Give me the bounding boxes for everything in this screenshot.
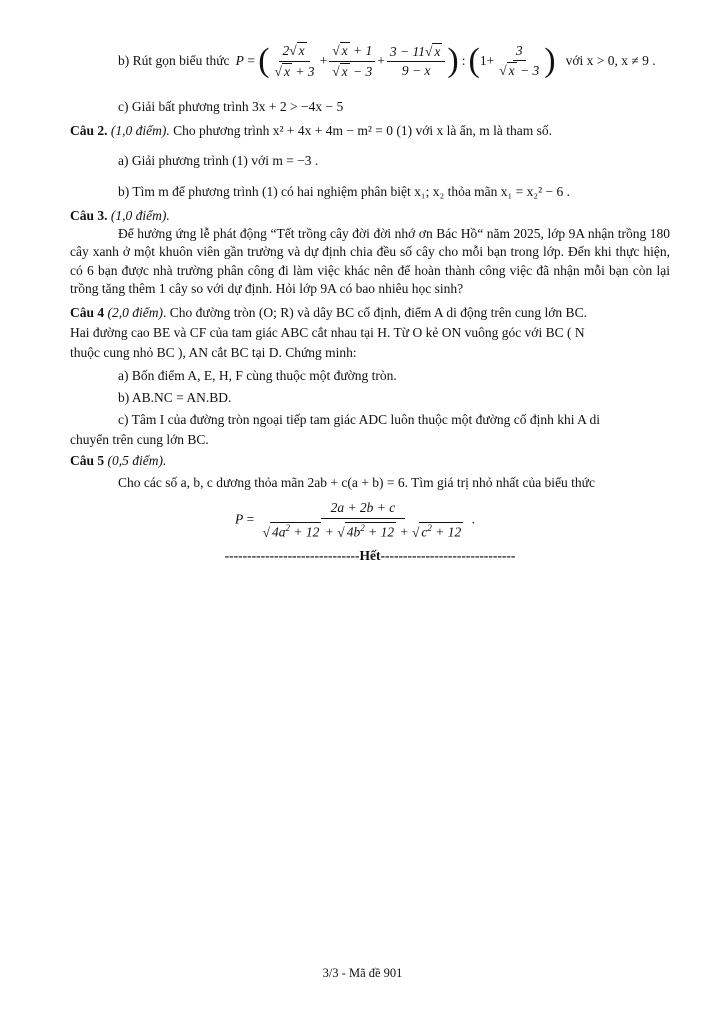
- end-marker: ------------------------------Hết------------------------------: [224, 547, 516, 563]
- q5-heading-line: [70, 452, 670, 470]
- q4-stem-line-3: thuộc cung nhỏ BC ), AN cắt BC tại D. Chứng minh:: [70, 345, 357, 361]
- q5-formula: P = $\frac{2a + 2b + c}{√ 4a^2 + 12 + √ 4b^2 + 12 + √ c^2 + 12}$ .: [234, 499, 475, 540]
- q4-b-line: b) AB.NC = AN.BD.: [118, 389, 232, 405]
- q1-b-line: [70, 30, 670, 92]
- q4-c-line-2: chuyển trên cung lớn BC.: [70, 432, 209, 448]
- q3-points: (1,0 điểm).: [110, 207, 170, 223]
- q4-a-line: a) Bốn điểm A, E, H, F cùng thuộc một đường tròn.: [118, 367, 397, 383]
- q4-points: (2,0 điểm): [107, 304, 163, 320]
- q1-c-line: c) Giải bất phương trình 3x + 2 > −4x − 5: [118, 99, 344, 114]
- q4-heading: Câu 4: [70, 304, 105, 320]
- q4-stem-1: . Cho đường tròn (O; R) và dây BC cố định, điểm A di động trên cung lớn BC.: [163, 304, 587, 320]
- q3-body: Để hưởng ứng lễ phát động “Tết trồng cây đời đời nhớ ơn Bác Hồ“ năm 2025, lớp 9A nhận trồng 180 cây xanh ở một khuôn viên gần trường và dự định chia đều số cây cho mỗi bạn trong lớp. Đến khi thực hiện, có 6 bạn được nhà trường phân công đi làm việc khác nên để hoàn thành công việc đã nhận mỗi bạn còn lại trồng tăng thêm 1 cây so với dự định. Hỏi lớp 9A có bao nhiêu học sinh?: [70, 226, 670, 296]
- q5-points: (0,5 điểm).: [107, 452, 167, 468]
- q4-c-line-1: c) Tâm I của đường tròn ngoại tiếp tam giác ADC luôn thuộc một đường cố định khi A di: [118, 412, 600, 428]
- q2-points: (1,0 điểm).: [110, 123, 170, 139]
- q1-b-label: b) Rút gọn biểu thức: [118, 52, 230, 68]
- q4-stem-line-1: [70, 304, 670, 322]
- q2-stem-line: [70, 122, 670, 140]
- q2-b-line: b) Tìm m để phương trình (1) có hai nghiệm phân biệt x₁; x₂ thỏa mãn x₁ = x₂² − 6 .: [118, 183, 570, 199]
- q2-heading: Câu 2.: [70, 123, 108, 139]
- q2-stem: Cho phương trình x² + 4x + 4m − m² = 0 (1) với x là ẩn, m là tham số.: [173, 123, 552, 139]
- q1-b-formula: P = ( $\frac{2√ x}{√ x + 3}$ + $\frac{√ x + 1}{√ x - 3}$ + $\frac{3 - 11√ x}{9 - x}$ ) : ( 1+ $\frac{3}{√ x - 3}$ ): [235, 42, 556, 79]
- q4-stem-line-2: Hai đường cao BE và CF của tam giác ABC cắt nhau tại H. Từ O kẻ ON vuông góc với BC ( N: [70, 325, 585, 341]
- q2-a-line: a) Giải phương trình (1) với m = −3 .: [118, 153, 319, 169]
- page-footer: 3/3 - Mã đề 901: [322, 966, 403, 980]
- exam-page: [70, 30, 670, 565]
- q1-b-condition: với x > 0, x ≠ 9 .: [565, 52, 656, 68]
- q5-heading: Câu 5: [70, 452, 105, 468]
- q5-stem-line: Cho các số a, b, c dương thỏa mãn 2ab + c(a + b) = 6. Tìm giá trị nhỏ nhất của biểu thức: [118, 474, 595, 490]
- q3-heading: Câu 3.: [70, 207, 108, 223]
- q3-heading-line: [70, 207, 670, 225]
